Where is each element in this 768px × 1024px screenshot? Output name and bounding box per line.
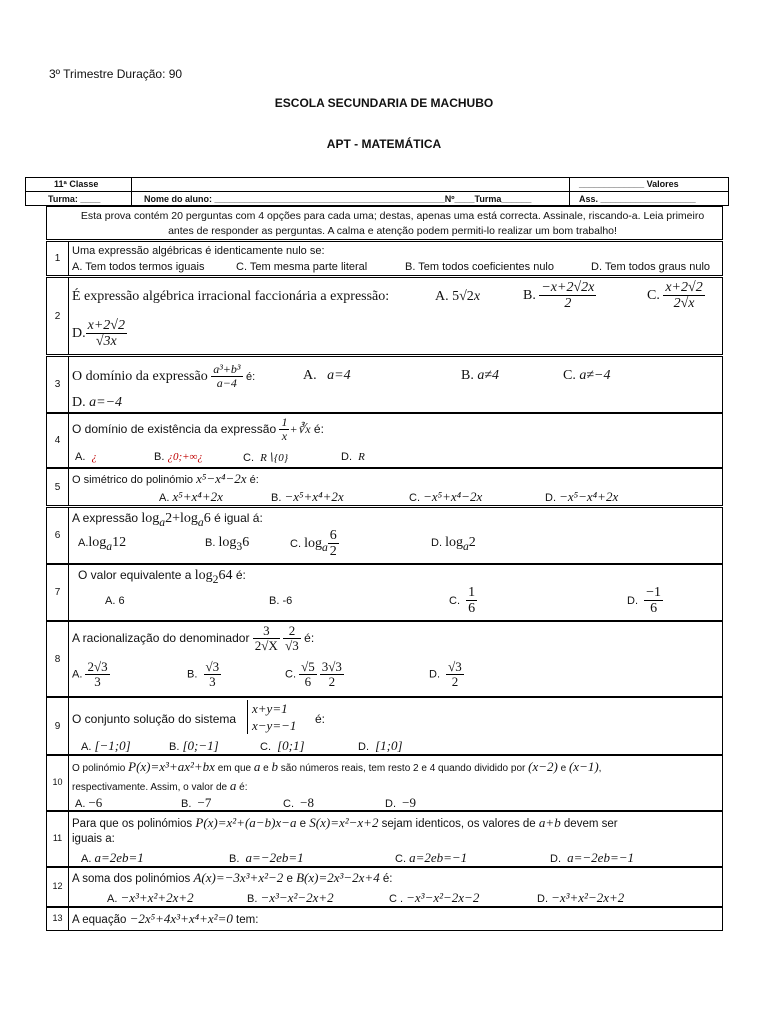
question-number: 7 (47, 565, 69, 620)
option-c[interactable]: C. a≠−4 (563, 368, 611, 383)
question-text-cont: respectivamente. Assim, o valor de a é: (72, 778, 248, 793)
option-c[interactable]: C. R∖{0} (243, 452, 289, 464)
turma-field[interactable]: Turma: ____ (48, 194, 101, 204)
question-number: 13 (47, 908, 69, 930)
question-number: 11 (47, 812, 69, 866)
question-number: 8 (47, 622, 69, 696)
option-d[interactable]: D. a=−4 (72, 395, 123, 410)
question-number: 4 (47, 414, 69, 467)
question-row (46, 811, 723, 867)
option-a[interactable]: A. Tem todos termos iguais (72, 261, 205, 273)
option-a[interactable]: $A.\log_a12$ (78, 535, 127, 553)
option-a[interactable]: A. ¿ (75, 451, 98, 463)
option-c[interactable]: C. [0;1] (260, 738, 305, 753)
school-name: ESCOLA SECUNDARIA DE MACHUBO (274, 96, 494, 110)
question-number: 1 (47, 242, 69, 275)
option-a[interactable]: A. $\frac{2√3}{3}$ (72, 659, 108, 690)
option-c[interactable]: C. $\frac{√5}{6}$ $\frac{3√3}{2}$ (285, 659, 342, 690)
question-row (46, 867, 723, 907)
question-row (46, 564, 723, 621)
option-d[interactable]: D. $\frac{x+2√2}{√3x}$ (72, 318, 125, 350)
question-number: 5 (47, 469, 69, 505)
question-row (46, 277, 723, 355)
equation-system: x+y=1 x−y=−1 (247, 700, 296, 734)
option-b[interactable]: B. −x⁵+x⁴+2x (271, 489, 344, 504)
option-c[interactable]: C. a=2eb=−1 (395, 850, 468, 865)
instructions-box (46, 206, 723, 240)
option-b[interactable]: B. a=−2eb=1 (229, 850, 304, 865)
option-d[interactable]: D. $\frac{-1}{6}$ (627, 585, 662, 617)
signature-field[interactable]: Ass. ___________________ (579, 194, 696, 204)
question-number: 9 (47, 698, 69, 754)
option-b[interactable]: B. $\log_36$ (205, 535, 250, 553)
question-row (46, 621, 723, 697)
valores-field[interactable]: _____________ Valores (579, 179, 679, 189)
option-a[interactable]: A. −6 (75, 795, 103, 810)
question-text: A soma dos polinómios A(x)=−3x³+x²−2 e B(x)=2x³−2x+4 é: (72, 870, 393, 885)
question-row (46, 468, 723, 506)
option-c[interactable]: C. $\frac{x+2√2}{2√x}$ (647, 280, 703, 312)
question-number: 3 (47, 357, 69, 412)
option-a[interactable]: A. x⁵+x⁴+2x (159, 489, 223, 504)
question-text: Uma expressão algébricas é identicamente nulo se: (72, 245, 325, 257)
option-b[interactable]: B. -6 (269, 595, 293, 607)
question-text: A expressão $\log_a2+\log_a6$ é igual á: (72, 511, 263, 529)
option-b[interactable]: B. −7 (181, 795, 212, 810)
option-d[interactable]: D. [1;0] (358, 738, 403, 753)
option-b[interactable]: B. $\frac{√3}{3}$ (187, 659, 220, 690)
question-text: O domínio de existência da expressão $\frac{1}{x}$ +∛x é: (72, 415, 324, 444)
option-d[interactable]: D. R (341, 451, 365, 463)
option-d[interactable]: D. $\frac{√3}{2}$ (429, 659, 462, 690)
option-a[interactable]: A. [−1;0] (81, 738, 131, 753)
question-row (46, 755, 723, 811)
option-d[interactable]: D. −9 (385, 795, 416, 810)
classe-label: 11ª Classe (54, 179, 99, 189)
trimestre-duration: 3º Trimestre Duração: 90 (49, 67, 183, 81)
option-c[interactable]: C. $\log_a$ $\frac{6}{2}$ (290, 528, 337, 560)
option-b[interactable]: B. a≠4 (461, 368, 500, 383)
question-row (46, 413, 723, 468)
question-text: É expressão algébrica irracional faccionária a expressão: (72, 289, 390, 304)
option-c[interactable]: C. −x⁵+x⁴−2x (409, 489, 483, 504)
question-text: A equação −2x⁵+4x³+x⁴+x²=0 tem: (72, 911, 259, 926)
option-c[interactable]: C . −x³−x²−2x−2 (389, 890, 480, 905)
question-after: é: (315, 712, 326, 726)
student-header-table (25, 177, 729, 206)
option-c[interactable]: C. $\frac{1}{6}$ (449, 585, 476, 617)
option-d[interactable]: D. −x³+x²−2x+2 (537, 890, 625, 905)
question-text: O conjunto solução do sistema (72, 712, 237, 726)
question-number: 2 (47, 278, 69, 354)
option-a[interactable]: A. a=4 (303, 368, 351, 383)
option-a[interactable]: A. a=2eb=1 (81, 850, 144, 865)
option-a[interactable]: A. 6 (105, 595, 125, 607)
question-text: Para que os polinómios P(x)=x²+(a−b)x−a e S(x)=x²−x+2 sejam identicos, os valores de a+b devem ser (72, 815, 618, 830)
page-title: APT - MATEMÁTICA (326, 137, 442, 151)
question-row (46, 356, 723, 413)
option-a[interactable]: A. 5√2x (435, 289, 481, 304)
question-text-cont: iguais a: (72, 833, 115, 845)
option-c[interactable]: C. −8 (283, 795, 314, 810)
question-number: 6 (47, 508, 69, 563)
option-b[interactable]: B. [0;−1] (169, 738, 219, 753)
student-name-field[interactable]: Nome do aluno: ______________________________________________Nº____Turma______ (144, 194, 532, 204)
question-number: 10 (47, 756, 69, 810)
instructions-text: Esta prova contém 20 perguntas com 4 opções para cada uma; destas, apenas uma está correcta. Assinale, riscando-a. Leia primeiro antes de responder as perguntas. A calma e atenção podem permiti-lo realizar um bom trabalho! (80, 210, 705, 237)
option-c[interactable]: C. Tem mesma parte literal (236, 261, 368, 273)
question-row (46, 241, 723, 276)
option-d[interactable]: D. Tem todos graus nulo (591, 261, 711, 273)
option-b[interactable]: B. ¿0;+∞¿ (154, 451, 203, 463)
question-text: A racionalização do denominador $\frac{3}{2√X}$ $\frac{2}{√3}$ é: (72, 623, 315, 654)
option-a[interactable]: A. −x³+x²+2x+2 (107, 890, 194, 905)
question-text: O valor equivalente a $\log_264$ é: (78, 568, 246, 586)
option-b[interactable]: B. $\frac{-x+2√2x}{2}$ (523, 280, 595, 312)
option-d[interactable]: D. −x⁵−x⁴+2x (545, 489, 619, 504)
question-number: 12 (47, 868, 69, 906)
question-row (46, 907, 723, 931)
question-text: O domínio da expressão $\frac{\text{a³+b³}}{a-4}$ é: (72, 362, 256, 391)
option-d[interactable]: D. a=−2eb=−1 (550, 850, 634, 865)
option-b[interactable]: B. Tem todos coeficientes nulo (405, 261, 554, 273)
question-text: O simétrico do polinómio x⁵−x⁴−2x é: (72, 471, 259, 486)
question-row (46, 697, 723, 755)
question-text: O polinómio P(x)=x³+ax²+bx em que a e b são números reais, tem resto 2 e 4 quando dividido por (x−2) e (x−1), (72, 759, 602, 774)
option-b[interactable]: B. −x³−x²−2x+2 (247, 890, 334, 905)
option-d[interactable]: D. $\log_a2$ (431, 535, 476, 553)
question-row (46, 507, 723, 564)
